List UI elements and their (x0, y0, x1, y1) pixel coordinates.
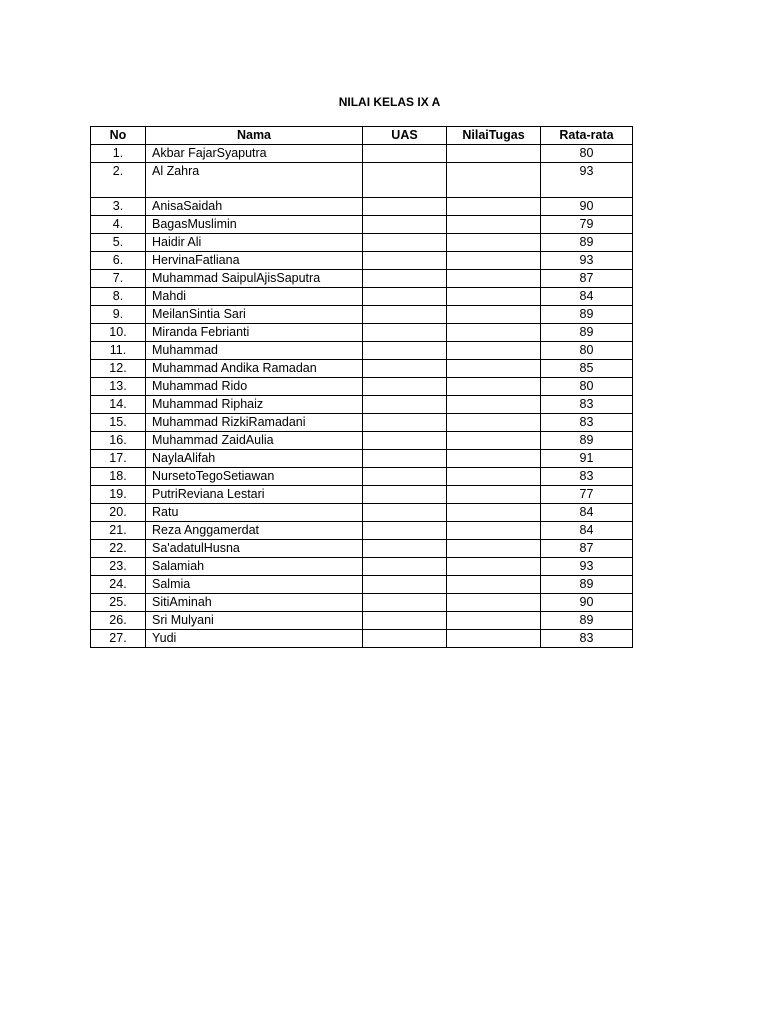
table-row (91, 198, 633, 216)
cell-no: 21. (91, 522, 146, 540)
cell-uas (363, 558, 447, 576)
cell-nama: Salmia (146, 576, 363, 594)
cell-uas (363, 270, 447, 288)
cell-nilai-tugas (447, 324, 541, 342)
cell-nama: Muhammad (146, 342, 363, 360)
cell-rata-rata: 84 (541, 504, 633, 522)
cell-no: 11. (91, 342, 146, 360)
cell-rata-rata: 84 (541, 288, 633, 306)
table-row (91, 486, 633, 504)
cell-no: 5. (91, 234, 146, 252)
cell-uas (363, 396, 447, 414)
cell-nama: NaylaAlifah (146, 450, 363, 468)
cell-rata-rata: 93 (541, 163, 633, 198)
cell-no: 3. (91, 198, 146, 216)
cell-no: 10. (91, 324, 146, 342)
cell-nilai-tugas (447, 468, 541, 486)
cell-no: 14. (91, 396, 146, 414)
cell-uas (363, 504, 447, 522)
cell-rata-rata: 89 (541, 576, 633, 594)
table-row (91, 396, 633, 414)
cell-no: 8. (91, 288, 146, 306)
cell-nama: Muhammad Andika Ramadan (146, 360, 363, 378)
header-uas: UAS (363, 127, 447, 145)
table-row (91, 324, 633, 342)
cell-nama: Miranda Febrianti (146, 324, 363, 342)
header-row (91, 127, 633, 145)
cell-no: 19. (91, 486, 146, 504)
cell-uas (363, 630, 447, 648)
header-nilai-tugas: NilaiTugas (447, 127, 541, 145)
cell-no: 13. (91, 378, 146, 396)
table-row (91, 612, 633, 630)
table-row (91, 360, 633, 378)
table-row (91, 450, 633, 468)
table-row (91, 540, 633, 558)
cell-uas (363, 163, 447, 198)
table-row (91, 145, 633, 163)
cell-uas (363, 234, 447, 252)
cell-nilai-tugas (447, 288, 541, 306)
cell-no: 7. (91, 270, 146, 288)
cell-rata-rata: 79 (541, 216, 633, 234)
cell-uas (363, 594, 447, 612)
cell-nilai-tugas (447, 270, 541, 288)
cell-rata-rata: 80 (541, 342, 633, 360)
cell-nilai-tugas (447, 576, 541, 594)
cell-uas (363, 216, 447, 234)
table-row (91, 378, 633, 396)
cell-rata-rata: 87 (541, 270, 633, 288)
cell-rata-rata: 83 (541, 396, 633, 414)
cell-no: 17. (91, 450, 146, 468)
cell-nilai-tugas (447, 450, 541, 468)
cell-uas (363, 145, 447, 163)
cell-nilai-tugas (447, 216, 541, 234)
cell-nama: HervinaFatliana (146, 252, 363, 270)
table-row (91, 558, 633, 576)
cell-nilai-tugas (447, 306, 541, 324)
cell-rata-rata: 77 (541, 486, 633, 504)
cell-no: 15. (91, 414, 146, 432)
cell-nama: Mahdi (146, 288, 363, 306)
cell-rata-rata: 87 (541, 540, 633, 558)
cell-nama: Salamiah (146, 558, 363, 576)
cell-no: 26. (91, 612, 146, 630)
table-row (91, 288, 633, 306)
cell-nilai-tugas (447, 414, 541, 432)
header-rata-rata: Rata-rata (541, 127, 633, 145)
cell-uas (363, 252, 447, 270)
table-row (91, 630, 633, 648)
cell-nama: PutriReviana Lestari (146, 486, 363, 504)
cell-nilai-tugas (447, 342, 541, 360)
cell-rata-rata: 91 (541, 450, 633, 468)
cell-no: 9. (91, 306, 146, 324)
cell-nama: Yudi (146, 630, 363, 648)
cell-uas (363, 576, 447, 594)
table-row (91, 504, 633, 522)
cell-nama: Muhammad ZaidAulia (146, 432, 363, 450)
cell-no: 20. (91, 504, 146, 522)
cell-rata-rata: 84 (541, 522, 633, 540)
cell-rata-rata: 93 (541, 558, 633, 576)
cell-no: 1. (91, 145, 146, 163)
cell-uas (363, 288, 447, 306)
cell-rata-rata: 83 (541, 630, 633, 648)
table-row (91, 234, 633, 252)
cell-uas (363, 360, 447, 378)
cell-nilai-tugas (447, 145, 541, 163)
cell-nilai-tugas (447, 594, 541, 612)
cell-rata-rata: 83 (541, 468, 633, 486)
cell-nilai-tugas (447, 396, 541, 414)
cell-uas (363, 522, 447, 540)
cell-nama: Muhammad Riphaiz (146, 396, 363, 414)
cell-uas (363, 486, 447, 504)
header-nama: Nama (146, 127, 363, 145)
cell-no: 2. (91, 163, 146, 198)
cell-nilai-tugas (447, 234, 541, 252)
cell-nilai-tugas (447, 558, 541, 576)
table-row (91, 252, 633, 270)
cell-no: 23. (91, 558, 146, 576)
cell-no: 12. (91, 360, 146, 378)
cell-rata-rata: 89 (541, 612, 633, 630)
cell-nama: NursetoTegoSetiawan (146, 468, 363, 486)
cell-uas (363, 414, 447, 432)
cell-no: 22. (91, 540, 146, 558)
cell-rata-rata: 89 (541, 306, 633, 324)
table-body (91, 145, 633, 648)
cell-nilai-tugas (447, 360, 541, 378)
cell-rata-rata: 83 (541, 414, 633, 432)
cell-nama: SitiAminah (146, 594, 363, 612)
header-no: No (91, 127, 146, 145)
cell-no: 4. (91, 216, 146, 234)
cell-rata-rata: 89 (541, 432, 633, 450)
cell-nilai-tugas (447, 522, 541, 540)
cell-uas (363, 198, 447, 216)
cell-uas (363, 468, 447, 486)
cell-rata-rata: 85 (541, 360, 633, 378)
grades-table (90, 126, 633, 648)
table-header (91, 127, 633, 145)
cell-rata-rata: 89 (541, 324, 633, 342)
cell-nilai-tugas (447, 504, 541, 522)
table-row (91, 270, 633, 288)
cell-no: 6. (91, 252, 146, 270)
cell-nama: Akbar FajarSyaputra (146, 145, 363, 163)
cell-rata-rata: 93 (541, 252, 633, 270)
cell-nilai-tugas (447, 612, 541, 630)
cell-rata-rata: 89 (541, 234, 633, 252)
cell-uas (363, 324, 447, 342)
cell-no: 16. (91, 432, 146, 450)
table-row (91, 414, 633, 432)
cell-uas (363, 612, 447, 630)
cell-uas (363, 306, 447, 324)
cell-nama: Sa'adatulHusna (146, 540, 363, 558)
cell-nilai-tugas (447, 540, 541, 558)
cell-nama: AnisaSaidah (146, 198, 363, 216)
cell-nilai-tugas (447, 486, 541, 504)
cell-nilai-tugas (447, 198, 541, 216)
cell-rata-rata: 90 (541, 594, 633, 612)
cell-nama: Muhammad SaipulAjisSaputra (146, 270, 363, 288)
cell-nama: Al Zahra (146, 163, 363, 198)
table-row (91, 432, 633, 450)
table-row (91, 342, 633, 360)
cell-nama: Muhammad RizkiRamadani (146, 414, 363, 432)
table-row (91, 216, 633, 234)
table-row (91, 522, 633, 540)
cell-nama: Haidir Ali (146, 234, 363, 252)
cell-rata-rata: 80 (541, 145, 633, 163)
cell-nama: BagasMuslimin (146, 216, 363, 234)
cell-nama: Ratu (146, 504, 363, 522)
cell-nama: MeilanSintia Sari (146, 306, 363, 324)
cell-nilai-tugas (447, 163, 541, 198)
cell-nilai-tugas (447, 252, 541, 270)
cell-no: 18. (91, 468, 146, 486)
cell-uas (363, 450, 447, 468)
cell-rata-rata: 80 (541, 378, 633, 396)
cell-uas (363, 342, 447, 360)
cell-nama: Reza Anggamerdat (146, 522, 363, 540)
cell-no: 27. (91, 630, 146, 648)
cell-uas (363, 378, 447, 396)
cell-nama: Muhammad Rido (146, 378, 363, 396)
cell-nilai-tugas (447, 432, 541, 450)
table-row (91, 163, 633, 198)
table-row (91, 468, 633, 486)
cell-uas (363, 540, 447, 558)
cell-rata-rata: 90 (541, 198, 633, 216)
cell-no: 24. (91, 576, 146, 594)
cell-uas (363, 432, 447, 450)
cell-nilai-tugas (447, 630, 541, 648)
table-row (91, 594, 633, 612)
cell-nama: Sri Mulyani (146, 612, 363, 630)
table-row (91, 306, 633, 324)
cell-nilai-tugas (447, 378, 541, 396)
table-row (91, 576, 633, 594)
cell-no: 25. (91, 594, 146, 612)
page-title: NILAI KELAS IX A (338, 95, 441, 109)
